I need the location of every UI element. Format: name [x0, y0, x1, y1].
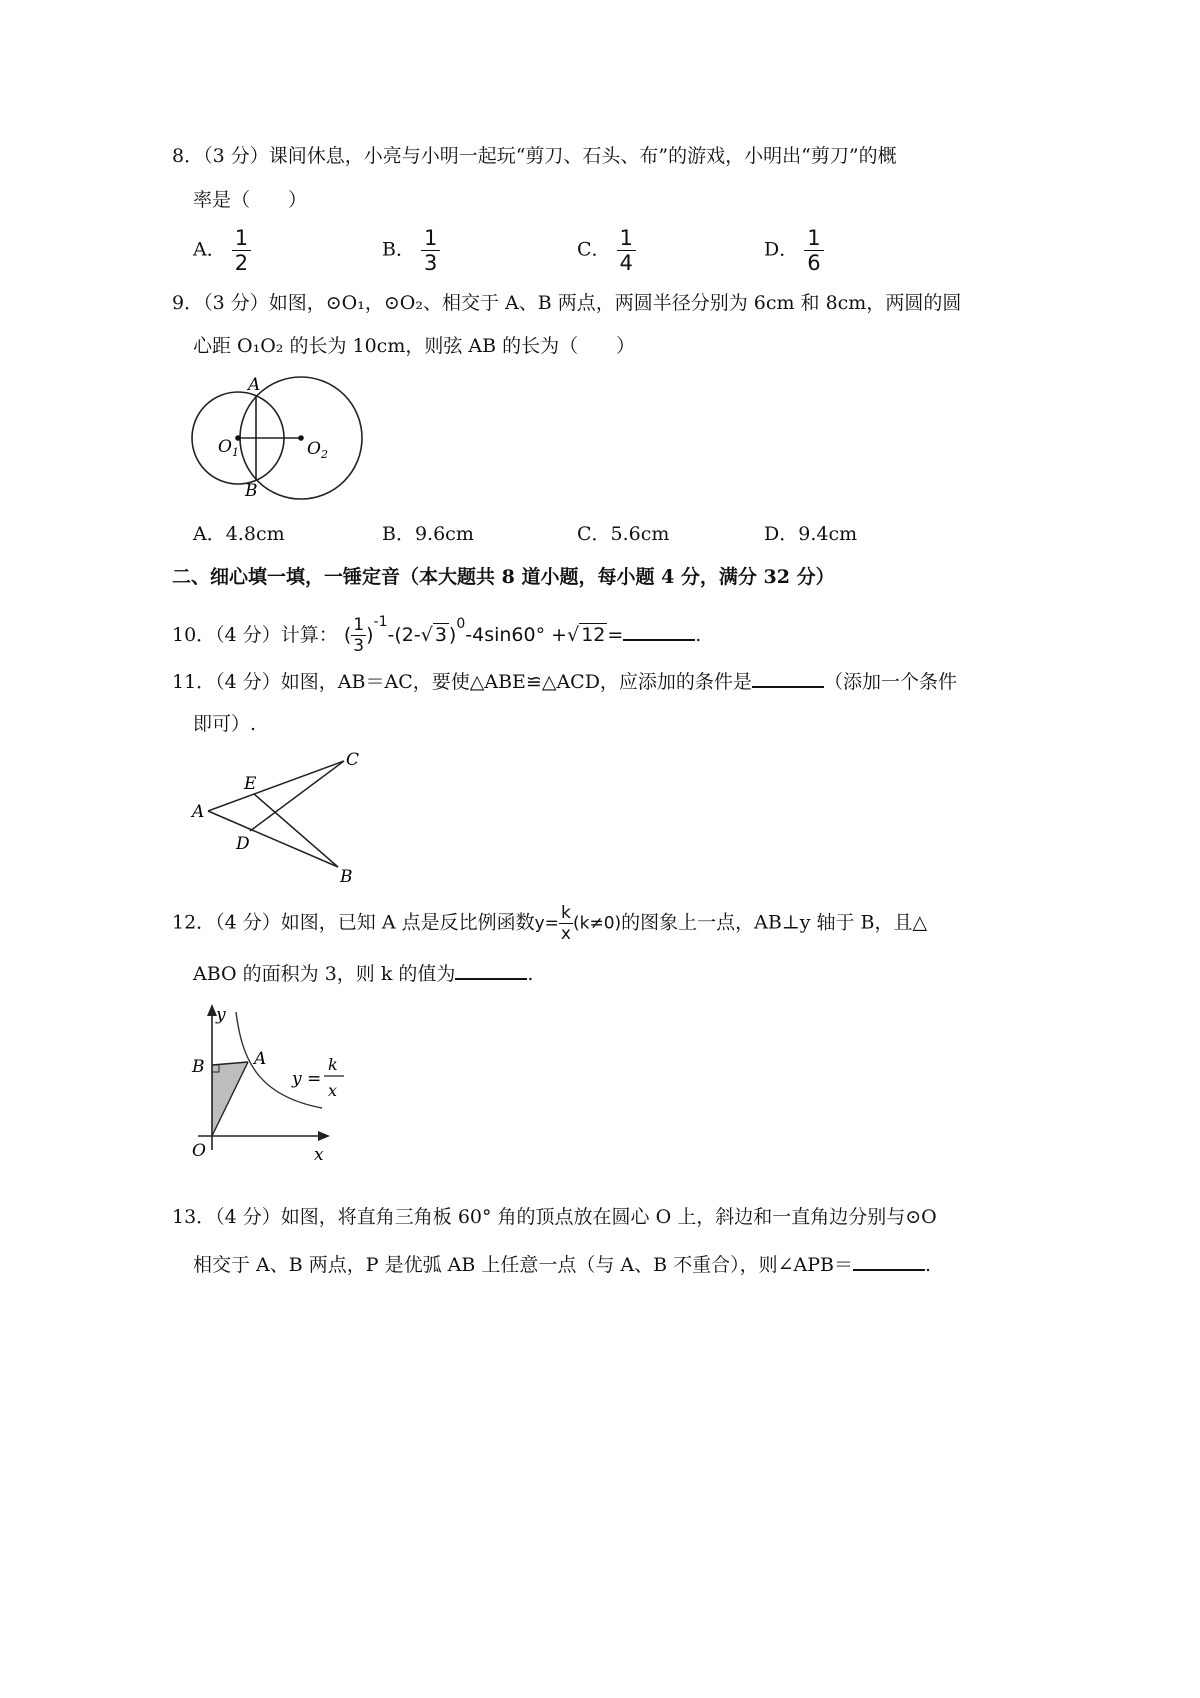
- q9-line1: 9．（3 分）如图，⊙O₁，⊙O₂、相交于 A、B 两点，两圆半径分别为 6cm 和 8cm，两圆的圆: [172, 292, 962, 314]
- label-y: y: [216, 1005, 226, 1025]
- q13-line1: 13．（4 分）如图，将直角三角板 60° 角的顶点放在圆心 O 上，斜边和一直角边分别与⊙O: [172, 1206, 937, 1228]
- section-2-heading: 二、细心填一填，一锤定音（本大题共 8 道小题，每小题 4 分，满分 32 分）: [172, 566, 835, 588]
- label-eq-y: y =: [292, 1069, 322, 1089]
- q10-answer-blank: [623, 619, 695, 641]
- label-b: B: [192, 1057, 205, 1077]
- label-e: E: [244, 774, 257, 794]
- q9-option-c: C．5.6cm: [577, 523, 670, 545]
- q12-line1: 12．（4 分）如图，已知 A 点是反比例函数y= $\frac{k}{x}$ (k≠0)的图象上一点，AB⊥y 轴于 B，且△: [172, 903, 928, 944]
- q9-option-d: D．9.4cm: [764, 523, 858, 545]
- label-b: B: [340, 867, 353, 887]
- q8-option-c: C． $\frac{1}{4}$: [577, 226, 636, 275]
- label-o2: $O_2$: [307, 439, 328, 461]
- q8-option-d: D． $\frac{1}{6}$: [764, 226, 824, 275]
- q11-triangle-figure: [188, 745, 368, 887]
- q12-line2: ABO 的面积为 3，则 k 的值为 .: [193, 958, 533, 987]
- label-eq-k: k: [328, 1055, 338, 1074]
- q12-hyperbola-figure: [188, 1000, 358, 1170]
- q9-circles-figure: [185, 368, 375, 503]
- label-a: A: [254, 1049, 267, 1069]
- label-o: O: [192, 1141, 206, 1161]
- q8-line1: 8．（3 分）课间休息，小亮与小明一起玩“剪刀、石头、布”的游戏，小明出“剪刀”的概: [172, 145, 897, 167]
- point-o2: [298, 435, 304, 441]
- q11-line2: 即可）.: [193, 713, 257, 735]
- point-o1: [235, 435, 241, 441]
- q8-option-a: A． $\frac{1}{2}$: [193, 226, 251, 275]
- q11-answer-blank: [752, 666, 824, 688]
- q9-option-b: B．9.6cm: [382, 523, 474, 545]
- label-d: D: [236, 834, 250, 854]
- label-o1: $O_1$: [218, 437, 239, 459]
- q13-answer-blank: [853, 1249, 925, 1271]
- q9-line2: 心距 O₁O₂ 的长为 10cm，则弦 AB 的长为（ ）: [193, 335, 636, 357]
- hyperbola-curve: [236, 1012, 322, 1108]
- label-a: A: [248, 375, 261, 395]
- q12-answer-blank: [455, 958, 527, 980]
- label-c: C: [346, 750, 360, 770]
- label-b: B: [245, 481, 258, 501]
- q8-option-b: B． $\frac{1}{3}$: [382, 226, 440, 275]
- label-a: A: [192, 802, 205, 822]
- label-x: x: [314, 1145, 324, 1165]
- q11-line1: 11．（4 分）如图，AB＝AC，要使△ABE≌△ACD，应添加的条件是 （添加一个条件: [172, 666, 957, 695]
- q9-option-a: A．4.8cm: [193, 523, 285, 545]
- q8-line2: 率是（ ）: [193, 189, 308, 211]
- label-eq-x: x: [328, 1081, 338, 1100]
- q13-line2: 相交于 A、B 两点，P 是优弧 AB 上任意一点（与 A、B 不重合），则∠APB＝ .: [193, 1249, 931, 1278]
- q10-line: 10．（4 分）计算： ( $\frac{1}{3}$ )$^{-1}$-(2-√ 3 )$^0$-4sin60° +√ 12 = .: [172, 613, 702, 656]
